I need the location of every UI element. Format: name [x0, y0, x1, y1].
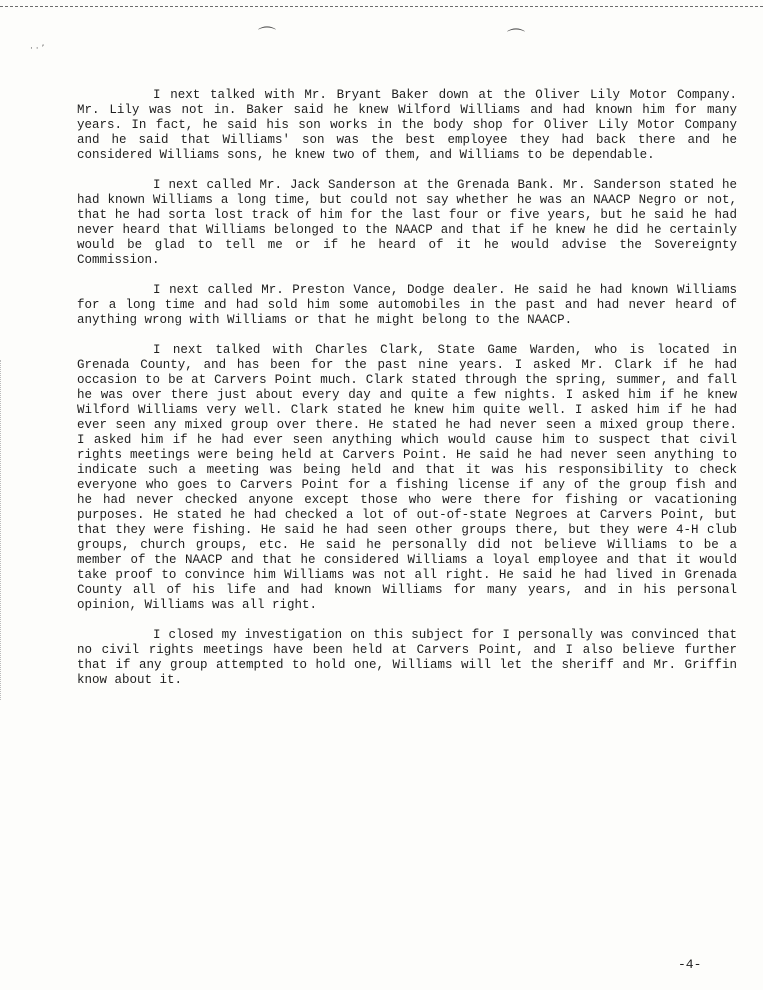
paragraph-vance: I next called Mr. Preston Vance, Dodge dealer. He said he had known Williams for a long time and had sold him some automobiles in the past and had never heard of anything wrong with Williams or that he might belong to the NAACP. [77, 283, 737, 327]
scan-specks: · · ʼ [30, 44, 45, 54]
paragraph-conclusion: I closed my investigation on this subject for I personally was convinced that no civil rights meetings have been held at Carvers Point, and I also believe further that if any group attempted to hold one, Williams will let the sheriff and Mr. Griffin know about it. [77, 628, 737, 687]
paragraph-baker: I next talked with Mr. Bryant Baker down at the Oliver Lily Motor Company. Mr. Lily was not in. Baker said he knew Wilford Williams and had known him for many years. In fact, he said his son works in the body shop for Oliver Lily Motor Company and he said that Williams' son was the best employee they had back there and he considered Williams sons, he knew two of them, and Williams to be dependable. [77, 88, 737, 162]
punch-mark-left: ⌒ [258, 26, 276, 47]
memo-body [77, 88, 737, 703]
punch-mark-right: ⌒ [507, 28, 525, 49]
paragraph-clark: I next talked with Charles Clark, State Game Warden, who is located in Grenada County, and has been for the past nine years. I asked Mr. Clark if he had occasion to be at Carvers Point much. Clark stated through the spring, summer, and fall he was over there just about every day and quite a few nights. I asked him if he knew Wilford Williams very well. Clark stated he knew him quite well. I asked him if he had ever seen any mixed group over there. He stated he had never seen a mixed group there. I asked him if he had ever seen anything which would cause him to suspect that civil rights meetings were being held at Carvers Point. He said he had never seen anything to indicate such a meeting was being held and that it was his responsibility to check everyone who goes to Carvers Point for a fishing license if any of the group fish and he had never checked anyone except those who were there for fishing or vacationing purposes. He stated he had checked a lot of out-of-state Negroes at Carvers Point, but that they were fishing. He said he had seen other groups there, but they were 4-H club groups, church groups, etc. He said he personally did not believe Williams to be a member of the NAACP and that he considered Williams a loyal employee and that it would take proof to convince him Williams was not all right. He said he had lived in Grenada County all of his life and had known Williams for many years, and in his personal opinion, Williams was all right. [77, 343, 737, 612]
page-top-border [0, 6, 763, 7]
page-number: -4- [678, 957, 702, 972]
paragraph-sanderson: I next called Mr. Jack Sanderson at the Grenada Bank. Mr. Sanderson stated he had known Williams a long time, but could not say whether he was an NAACP Negro or not, that he had sorta lost track of him for the last four or five years, but he said he had never heard that Williams belonged to the NAACP and that if he knew he did he certainly would be glad to tell me or if he heard of it he would advise the Sovereignty Commission. [77, 178, 737, 267]
left-edge-specks [0, 360, 7, 700]
